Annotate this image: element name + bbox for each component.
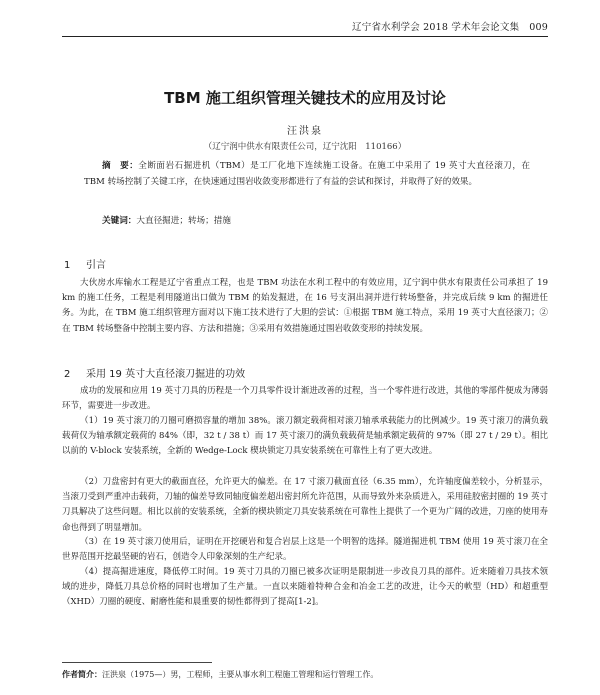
footnote-label: 作者简介： xyxy=(62,670,102,679)
abstract xyxy=(84,159,530,190)
section-2-paragraph-1: 成功的发展和应用 19 英寸刀具的历程是一个刀具零件设计渐进改善的过程，当一个零件进行改进，其他的零部件便成为薄弱环节，需要进一步改进。 xyxy=(62,386,548,412)
abstract-label: 摘 要： xyxy=(102,161,139,171)
keywords-label: 关键词： xyxy=(102,216,137,226)
section-heading-1 xyxy=(64,256,106,271)
journal-name: 辽宁省水利学会 2018 学术年会论文集 xyxy=(352,22,520,33)
footnote-text: 汪洪泉（1975—）男，工程师，主要从事水利工程施工管理和运行管理工作。 xyxy=(102,670,379,679)
section-title: 采用 19 英寸大直径滚刀掘进的功效 xyxy=(86,369,246,380)
section-2-paragraph-2: （1）19 英寸滚刀的刀圈可磨损容量的增加 38%。滚刀额定载荷相对滚刀轴承承载能力的比例减少。19 英寸滚刀的满负载载荷仅为轴承额定载荷的 84%（即，32 t / 38 t）而 17 英寸滚刀的满负载载荷是轴承额定载荷的 97%（即 27 t / 29 t）。相比以前的 V-block 安装系统，全新的 Wedge-Lock 楔块锁定刀具安装系统在可靠性上有了更大改进。 xyxy=(62,416,548,457)
section-number: 1 xyxy=(64,260,71,271)
author-footnote xyxy=(62,669,548,680)
keywords xyxy=(102,214,530,228)
section-heading-2 xyxy=(64,365,245,380)
section-1-paragraph-1: 大伙房水库输水工程是辽宁省重点工程，也是 TBM 功法在水利工程中的有效应用，辽宁润中供水有限责任公司承担了 19 km 的施工任务，工程是利用隧道出口做为 TBM 的始发掘进，在 16 号支洞出洞并进行转场整备，并完成后续 9 km 的掘进任务。为此，在 TBM 施工组织管理方面对以下施工技术进行了大胆的尝试：①根据 TBM 施工特点，采用 19 英寸大直径滚刀；②在 TBM 转场整备中控制主要内容、方法和措施；③采用有效措施通过围岩收敛变形的持续发展。 xyxy=(62,278,548,334)
section-2-paragraph-4: （3）在 19 英寸滚刀使用后，证明在开挖硬岩和复合岩层上这是一个明智的选择。隧道掘进机 TBM 使用 19 英寸滚刀在全世界范围开挖最坚硬的岩石，创造令人印象深刻的生产纪录。 xyxy=(62,537,548,563)
abstract-text: 全断面岩石掘进机（TBM）是工厂化地下连续施工设备。在施工中采用了 19 英寸大直径滚刀，在 TBM 转场控制了关键工序，在快速通过围岩收敛变形都进行了有益的尝试和探讨，并取得了好的效果。 xyxy=(84,161,530,187)
section-title: 引言 xyxy=(86,260,106,271)
keywords-text: 大直径掘进；转场；措施 xyxy=(136,216,231,226)
section-number: 2 xyxy=(64,369,71,380)
section-2-paragraph-3: （2）刀盘密封有更大的截面直径，允许更大的偏差。在 17 寸滚刀截面直径（6.35 mm），允许轴度偏差较小，分析显示，当滚刀受到严重冲击载荷，刀轴的偏差导致同轴度偏差超出密封所允许范围，从而导致外来杂质进入，采用硅胶密封圈的 19 英寸刀具解决了这些问题。相比以前的安装系统，全新的楔块锁定刀具安装系统在可靠性上提供了一个更为广阔的改进，刀座的使用寿命也得到了明显增加。 xyxy=(62,477,548,533)
section-2-paragraph-5: （4）提高掘进速度，降低停工时间。19 英寸刀具的刀圈已被多次证明是限制进一步改良刀具的部件。近来随着刀具技术领域的进步，降低刀具总价格的同时也增加了生产量。一直以来随着特种合金和冶金工艺的改进，让今天的軟型（HD）和超重型（XHD）刀圈的硬度、耐磨性能和晨重要的韧性都得到了提高[1-2]。 xyxy=(62,567,548,608)
paper-title: TBM 施工组织管理关键技术的应用及讨论 xyxy=(164,89,446,107)
author-affiliation: （辽宁润中供水有限责任公司，辽宁沈阳 110166） xyxy=(203,142,407,152)
page-number: 009 xyxy=(529,22,548,33)
author-name: 汪洪泉 xyxy=(287,126,323,137)
footnote-divider xyxy=(62,662,212,663)
running-header xyxy=(62,19,548,37)
